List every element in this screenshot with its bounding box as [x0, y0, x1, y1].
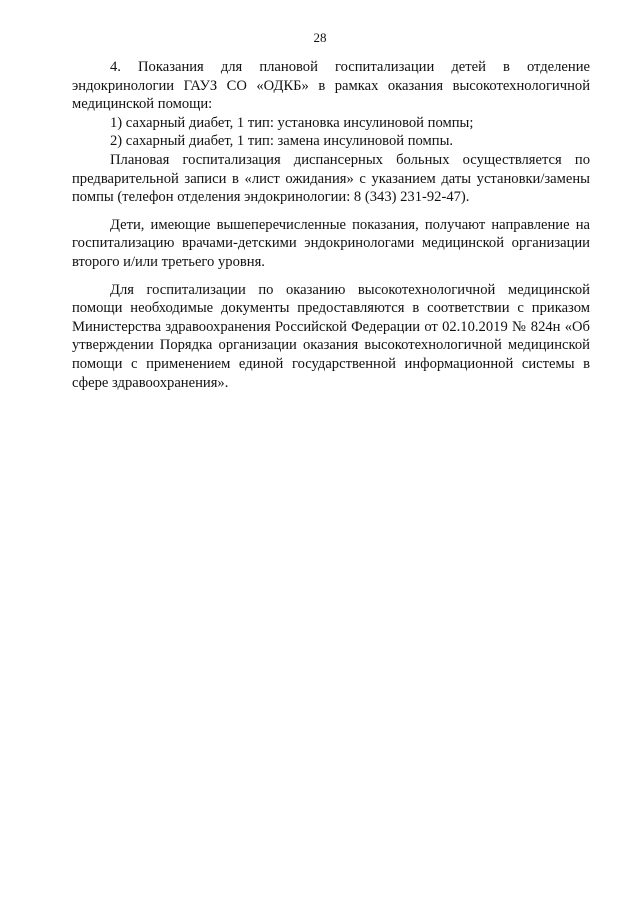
list-item-pump-replacement: 2) сахарный диабет, 1 тип: замена инсулиновой помпы.: [110, 133, 454, 150]
paragraph-indications: 4. Показания для плановой госпитализации детей в отделение эндокринологии ГАУЗ СО «ОДКБ» в рамках оказания высокотехнологичной медицинской помощи:: [72, 59, 590, 113]
document-body: [72, 58, 590, 392]
list-item-pump-installation: 1) сахарный диабет, 1 тип: установка инсулиновой помпы;: [110, 114, 474, 131]
paragraph-planned-hospitalization: Плановая госпитализация диспансерных больных осуществляется по предварительной записи в «лист ожидания» с указанием даты установки/замены помпы (телефон отделения эндокринологии: 8 (343) 231-92-47).: [72, 151, 590, 206]
page-number: 28: [313, 30, 327, 45]
paragraph-documents: Для госпитализации по оказанию высокотехнологичной медицинской помощи необходимые документы предоставляются в соответствии с приказом Министерства здравоохранения Российской Федерации от 02.10.2019 № 824н «Об утверждении Порядка организации оказания высокотехнологичной медицинской помощи с применением единой государственной информационной системы в сфере здравоохранения».: [72, 281, 590, 391]
paragraph-referral: Дети, имеющие вышеперечисленные показания, получают направление на госпитализацию врачами-детскими эндокринологами медицинской организации второго и/или третьего уровня.: [72, 216, 590, 270]
